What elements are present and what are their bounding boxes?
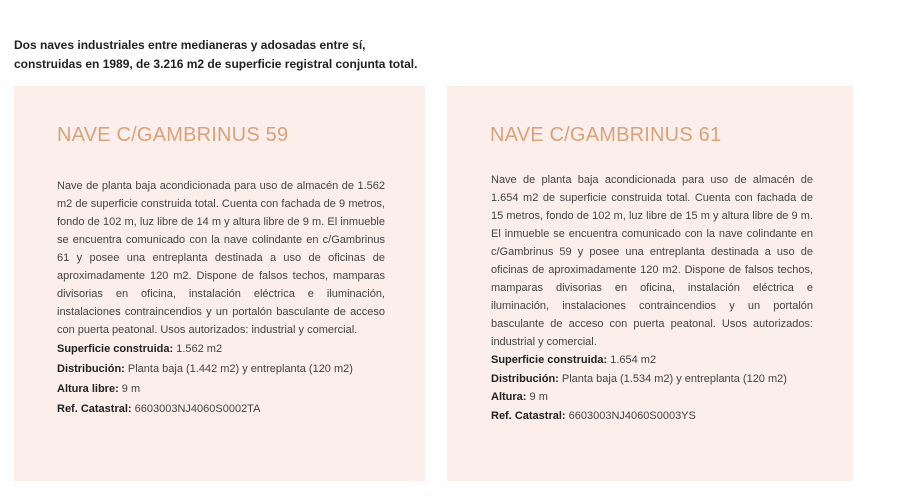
spec-label: Superficie construida:: [491, 354, 608, 366]
spec-label: Distribución:: [491, 372, 559, 385]
spec-value: 9 m: [121, 383, 141, 395]
spec-value: Planta baja (1.534 m2) y entreplanta (120 m2): [561, 372, 787, 385]
spec-distribution: [491, 370, 813, 389]
spec-height: [491, 388, 813, 407]
property-card-gambrinus-59: [14, 86, 425, 481]
spec-label: Superficie construida:: [57, 343, 174, 355]
property-card-gambrinus-61: [447, 86, 853, 481]
spec-value: 9 m: [529, 391, 548, 403]
spec-value: 6603003NJ4060S0003YS: [568, 409, 696, 422]
card-title: NAVE C/GAMBRINUS 59: [57, 124, 289, 146]
spec-label: Altura libre:: [57, 383, 119, 395]
spec-value: Planta baja (1.442 m2) y entreplanta (120 m2): [127, 363, 353, 375]
card-title: NAVE C/GAMBRINUS 61: [490, 124, 722, 146]
spec-value: 6603003NJ4060S0002TA: [134, 403, 261, 415]
card-body: [491, 171, 813, 425]
card-body: [57, 177, 385, 419]
spec-label: Altura:: [491, 391, 527, 403]
spec-label: Distribución:: [57, 363, 125, 375]
intro-text: Dos naves industriales entre medianeras y adosadas entre sí, construidas en 1989, de 3.216 m2 de superficie registral conjunta total.: [14, 38, 418, 71]
spec-surface: [491, 351, 813, 370]
spec-cadastral-ref: [491, 407, 813, 426]
spec-value: 1.562 m2: [176, 343, 223, 355]
spec-label: Ref. Catastral:: [57, 403, 132, 415]
card-description: Nave de planta baja acondicionada para uso de almacén de 1.562 m2 de superficie construida total. Cuenta con fachada de 9 metros, fondo de 102 m, luz libre de 14 m y altura libre de 9 m. El inmueble se encuentra comunicado con la nave colindante en c/Gambrinus 61 y posee una entreplanta destinada a uso de oficinas de aproximadamente 120 m2. Dispone de falsos techos, mamparas divisorias en oficina, instalación eléctrica e iluminación, instalaciones contraincendios y un portalón basculante de acceso con puerta peatonal. Usos autorizados: industrial y comercial.: [57, 180, 385, 336]
spec-label: Ref. Catastral:: [491, 409, 566, 422]
spec-height: [57, 379, 385, 399]
spec-surface: [57, 339, 385, 359]
card-description: Nave de planta baja acondicionada para uso de almacén de 1.654 m2 de superficie construida total. Cuenta con fachada de 15 metros, fondo de 102 m, luz libre de 15 m y altura libre de 9 m. El inmueble se encuentra comunicado con la nave colindante en c/Gambrinus 59 y posee una entreplanta destinada a uso de oficinas de aproximadamente 120 m2. Dispone de falsos techos, mamparas divisorias en oficina, instalación eléctrica e iluminación, instalaciones contraincendios y un portalón basculante de acceso con puerta peatonal. Usos autorizados: industrial y comercial.: [491, 174, 813, 348]
spec-cadastral-ref: [57, 399, 385, 419]
spec-distribution: [57, 359, 385, 379]
spec-value: 1.654 m2: [610, 354, 657, 366]
